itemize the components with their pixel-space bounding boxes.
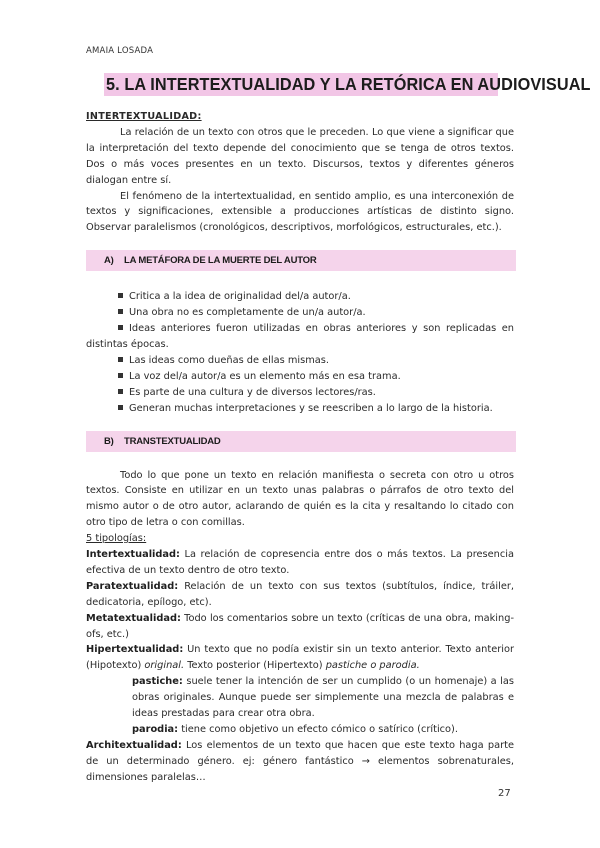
section-b-letter: B) [104, 435, 114, 447]
section-a-letter: A) [104, 255, 114, 267]
intertextualidad-heading: INTERTEXTUALIDAD: [86, 111, 202, 122]
section-b-title: TRANSTEXTUALIDAD [124, 435, 221, 447]
square-bullet-icon [118, 309, 123, 314]
list-item: Ideas anteriores fueron utilizadas en obras anteriores y son replicadas en distintas épocas. [86, 323, 514, 350]
square-bullet-icon [118, 373, 123, 378]
section-a-heading [86, 250, 516, 271]
list-item: Las ideas como dueñas de ellas mismas. [86, 353, 514, 369]
typology-metatextualidad: Metatextualidad: Todo los comentarios sobre un texto (críticas de una obra, making-ofs, etc.) [86, 612, 514, 640]
typology-intertextualidad: Intertextualidad: La relación de copresencia entre dos o más textos. La presencia efectiva de un texto dentro de otro texto. [86, 549, 514, 576]
typologies-label: 5 tipologías: [86, 533, 147, 545]
parodia-definition: parodia: tiene como objetivo un efecto cómico o satírico (crítico). [132, 724, 458, 735]
author-death-bullets [86, 289, 514, 416]
content [86, 109, 514, 786]
typology-architextualidad: Architextualidad: Los elementos de un texto que hacen que este texto haga parte de un determinado género. ej: género fantástico → elementos sobrenaturales, dimensiones paralelas… [86, 739, 514, 783]
section-a-title: LA METÁFORA DE LA MUERTE DEL AUTOR [124, 255, 317, 267]
square-bullet-icon [118, 357, 123, 362]
square-bullet-icon [118, 325, 123, 330]
list-item: Una obra no es completamente de un/a autor/a. [86, 305, 514, 321]
square-bullet-icon [118, 405, 123, 410]
typology-paratextualidad: Paratextualidad: Relación de un texto con sus textos (subtítulos, índice, tráiler, dedicatoria, epílogo, etc). [86, 580, 514, 608]
section-b-heading [86, 431, 516, 452]
list-item: La voz del/a autor/a es un elemento más en esa trama. [86, 369, 514, 385]
intro-paragraph-1: La relación de un texto con otros que le preceden. Lo que viene a significar que la interpretación del texto depende del conocimiento que se tenga de otros textos. Dos o más voces presentes en un texto. Discursos, textos y diferentes géneros dialogan entre sí. [86, 126, 514, 186]
transtextualidad-paragraph: Todo lo que pone un texto en relación manifiesta o secreta con otro u otros textos. Consiste en utilizar en un texto unas palabras o párrafos de otro texto del mismo autor o de otro autor, aclarando de quién es la cita y resaltando lo citado con otro tipo de letra o con comillas. [86, 469, 514, 529]
list-item: Generan muchas interpretaciones y se reescriben a lo largo de la historia. [86, 401, 514, 417]
list-item: Critica a la idea de originalidad del/a autor/a. [86, 289, 514, 305]
pastiche-definition: pastiche: suele tener la intención de ser un cumplido (o un homenaje) a las obras originales. Aunque puede ser simplemente una mezcla de palabras e ideas prestadas para crear otra obra. [132, 676, 514, 720]
page-title: 5. LA INTERTEXTUALIDAD Y LA RETÓRICA EN AUDIOVISUAL [106, 74, 591, 94]
typology-hipertextualidad: Hipertextualidad: Un texto que no podía existir sin un texto anterior. Texto anterior (Hipotexto) original. Texto posterior (Hipertexto) pastiche o parodia. [86, 644, 514, 672]
square-bullet-icon [118, 293, 123, 298]
intro-paragraph-2: El fenómeno de la intertextualidad, en sentido amplio, es una interconexión de textos y significaciones, extensible a producciones artísticas de distinto signo. Observar paralelismos (cronológicos, descriptivos, morfológicos, estructurales, etc.). [86, 190, 514, 234]
page-number: 27 [498, 788, 511, 799]
author-header: AMAIA LOSADA [86, 46, 154, 56]
square-bullet-icon [118, 389, 123, 394]
list-item: Es parte de una cultura y de diversos lectores/ras. [86, 385, 514, 401]
